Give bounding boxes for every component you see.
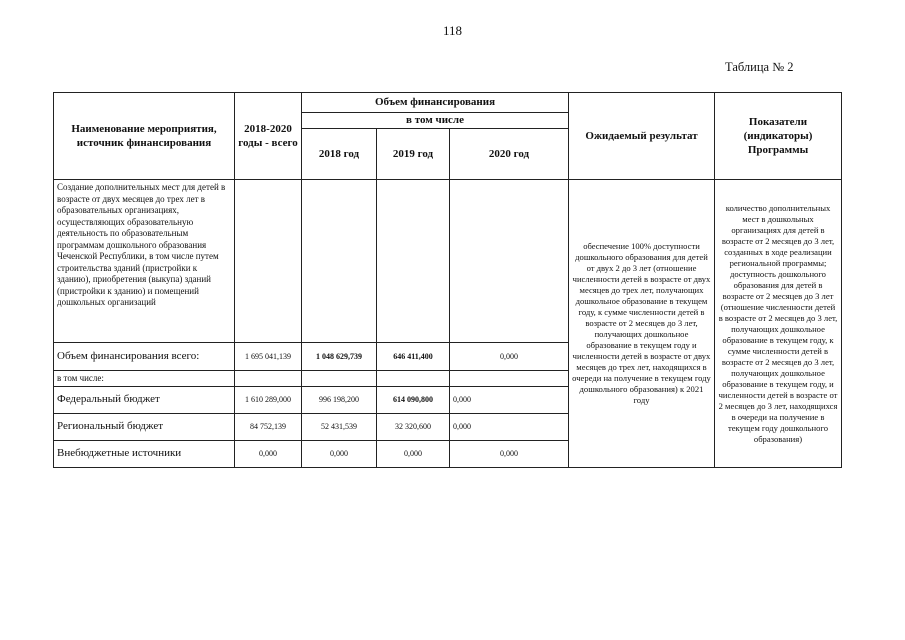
row-including-2020 bbox=[450, 371, 569, 387]
row-federal-2020: 0,000 bbox=[450, 387, 569, 414]
row-regional-2020: 0,000 bbox=[450, 414, 569, 441]
measure-2020-cell bbox=[450, 180, 569, 343]
header-expected-result: Ожидаемый результат bbox=[569, 93, 715, 180]
row-extrabudget-2018: 0,000 bbox=[302, 441, 377, 468]
row-including-2018 bbox=[302, 371, 377, 387]
row-extrabudget-2019: 0,000 bbox=[377, 441, 450, 468]
row-federal-label: Федеральный бюджет bbox=[54, 387, 235, 414]
financing-table bbox=[53, 92, 842, 468]
row-extrabudget-sum: 0,000 bbox=[235, 441, 302, 468]
row-including-2019 bbox=[377, 371, 450, 387]
row-federal-sum: 1 610 289,000 bbox=[235, 387, 302, 414]
measure-description: Создание дополнительных мест для детей в возрасте от двух месяцев до трех лет в образовательных организациях, осуществляющих образовательную деятельность по образовательным программам дошкольного образования Чеченской Республики, в том числе путем строительства зданий (пристройки к зданию), приобретения (выкупа) зданий (пристройки к зданию) и помещений дошкольных организаций bbox=[54, 180, 235, 343]
row-total-2019: 646 411,400 bbox=[377, 343, 450, 371]
row-total-2020: 0,000 bbox=[450, 343, 569, 371]
page-number: 118 bbox=[442, 23, 463, 38]
row-including-total bbox=[235, 371, 302, 387]
row-federal-2019: 614 090,800 bbox=[377, 387, 450, 414]
row-total-2018: 1 048 629,739 bbox=[302, 343, 377, 371]
measure-2019-cell bbox=[377, 180, 450, 343]
row-extrabudget-2020: 0,000 bbox=[450, 441, 569, 468]
header-including: в том числе bbox=[302, 113, 569, 129]
header-2020: 2020 год bbox=[450, 129, 569, 180]
row-including-label: в том числе: bbox=[54, 371, 235, 387]
measure-total-cell bbox=[235, 180, 302, 343]
row-regional-2019: 32 320,600 bbox=[377, 414, 450, 441]
indicators-text: количество дополнительных мест в дошкольных организациях для детей в возрасте от 2 месяцев до 3 лет, созданных в ходе реализации региональной программы; доступность дошкольного образования для детей в возрасте от 2 месяцев до 3 лет (отношение численности детей в возрасте от 2 месяцев до 3 лет, получающих дошкольное образование в текущем году, к сумме численности детей в возрасте от 2 месяцев до 3 лет, получающих дошкольное образование в текущем году, и численности детей в возрасте от 2 месяцев до 3 лет, находящихся в очереди на получение в текущем году дошкольного образования) bbox=[715, 180, 842, 468]
row-total-label: Объем финансирования всего: bbox=[54, 343, 235, 371]
row-regional-label: Региональный бюджет bbox=[54, 414, 235, 441]
table-caption: Таблица № 2 bbox=[725, 60, 794, 74]
header-2019: 2019 год bbox=[377, 129, 450, 180]
header-total-column: 2018-2020 годы - всего bbox=[235, 93, 302, 180]
measure-2018-cell bbox=[302, 180, 377, 343]
header-funding-group: Объем финансирования bbox=[302, 93, 569, 113]
row-extrabudget-label: Внебюджетные источники bbox=[54, 441, 235, 468]
header-name-column: Наименование мероприятия, источник финансирования bbox=[54, 93, 235, 180]
row-federal-2018: 996 198,200 bbox=[302, 387, 377, 414]
expected-result-text: обеспечение 100% доступности дошкольного образования для детей от двух 2 до 3 лет (отношение численности детей в возрасте от двух месяцев до трех лет, получающих дошкольное образование в текущем году, к сумме численности детей в возрасте от 2 месяцев до 3 лет, получающих дошкольное образование в текущем году и численности детей в возрасте от двух месяцев до трех лет, находящихся в очереди на получение в текущем году дошкольного образования) к 2021 году bbox=[569, 180, 715, 468]
header-indicators: Показатели (индикаторы) Программы bbox=[715, 93, 842, 180]
row-regional-2018: 52 431,539 bbox=[302, 414, 377, 441]
row-regional-sum: 84 752,139 bbox=[235, 414, 302, 441]
row-total-sum: 1 695 041,139 bbox=[235, 343, 302, 371]
header-2018: 2018 год bbox=[302, 129, 377, 180]
